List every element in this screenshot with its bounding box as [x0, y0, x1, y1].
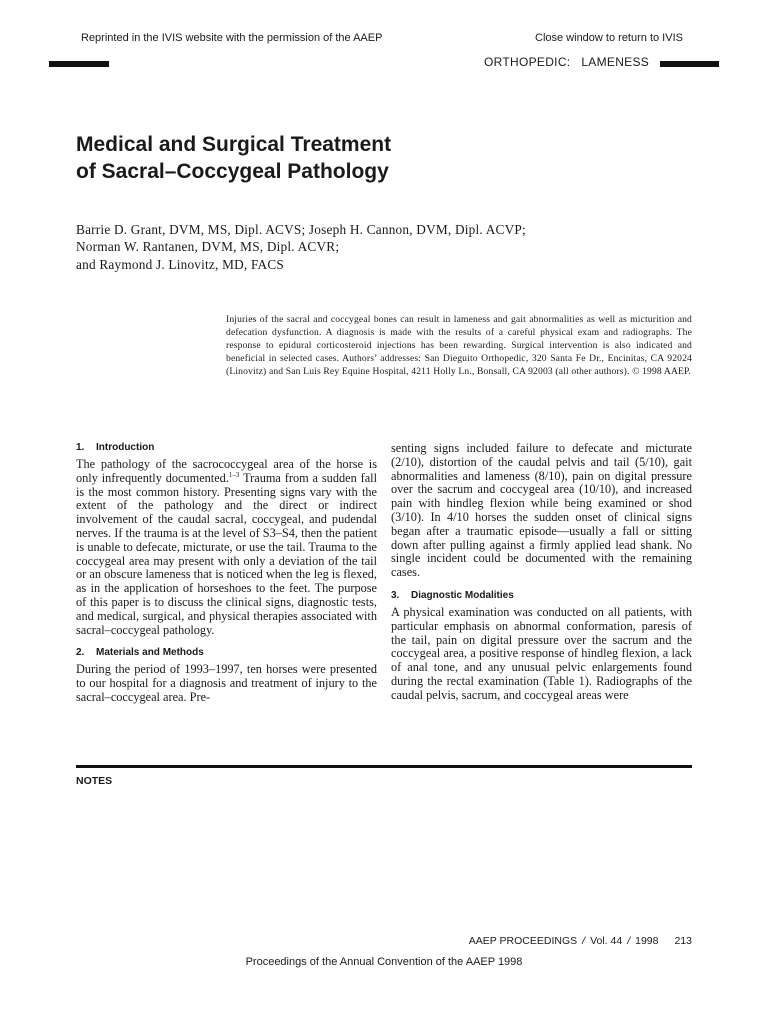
author-line: Barrie D. Grant, DVM, MS, Dipl. ACVS; Joseph H. Cannon, DVM, Dipl. ACVP;	[76, 222, 526, 237]
title-line-1: Medical and Surgical Treatment	[76, 133, 392, 156]
journal-volume: Vol. 44	[590, 935, 623, 947]
author-list	[76, 221, 676, 273]
journal-footer	[458, 935, 692, 947]
header-rule-left	[49, 61, 109, 67]
page-number: 213	[674, 935, 692, 947]
section-heading-diagnostic: 3. Diagnostic Modalities	[391, 589, 514, 601]
author-line: and Raymond J. Linovitz, MD, FACS	[76, 256, 285, 272]
title-line-2: of Sacral–Coccygeal Pathology	[76, 160, 389, 183]
proceedings-footer: Proceedings of the Annual Convention of the AAEP 1998	[245, 956, 523, 968]
materials-paragraph-continued: senting signs included failure to defecate and micturate (2/10), distortion of the caudal pelvis and tail (5/10), gait abnormalities and lameness (8/10), pain on digital pressure over the sacrum and coccygeal area (10/10), and increased pain with hindleg flexion while being examined or shod (3/10). In 4/10 horses the sudden onset of clinical signs began after a traumatic episode—usually a fall or sitting down after pulling against a firmly applied lead shank. No single incident could be documented with the remaining cases.	[391, 441, 692, 580]
notes-rule	[76, 765, 692, 768]
abstract: Injuries of the sacral and coccygeal bones can result in lameness and gait abnormalities as well as micturition and defecation dysfunction. A diagnosis is made with the results of a careful physical exam and radiographs. The response to epidural corticosteroid injections has been rewarding. Surgical intervention is also indicated and beneficial in selected cases. Authors’ addresses: San Dieguito Orthopedic, 320 Santa Fe Dr., Encinitas, CA 92024 (Linovitz) and San Luis Rey Equine Hospital, 4211 Holly Ln., Bonsall, CA 92003 (all other authors). © 1998 AAEP.	[226, 314, 692, 377]
section-heading-introduction: 1. Introduction	[76, 442, 155, 453]
author-line: Norman W. Rantanen, DVM, MS, Dipl. ACVR;	[76, 239, 340, 255]
materials-paragraph: During the period of 1993–1997, ten horses were presented to our hospital for a diagnosis and treatment of injury to the sacral–coccygeal area. Pre-	[76, 662, 377, 704]
diagnostic-paragraph: A physical examination was conducted on all patients, with particular emphasis on abnormal conformation, paresis of the tail, pain on digital pressure over the sacrum and the coccygeal area, a positive response of hindleg flexion, a lack of anal tone, and any unusual pelvic enlargements found during the rectal examination (Table 1). Radiographs of the caudal pelvis, sacrum, and coccygeal areas were	[391, 604, 692, 702]
journal-year: 1998	[635, 935, 659, 947]
introduction-paragraph: The pathology of the sacrococcygeal area of the horse is only infrequently documented.$^{1-3}$ Trauma from a sudden fall is the most common history. Presenting signs vary with the extent of the pathology and the direct or indirect involvement of the caudal sacral, coccygeal, and pudendal nerves. If the trauma is at the level of S3–S4, then the patient is unable to defecate, micturate, or use the tail. Trauma to the coccygeal area may present with only a deviation of the tail or an obscure lameness that is noticed when the leg is flexed, as in the application of horseshoes to the feet. The purpose of this paper is to discuss the clinical signs, diagnostic tests, and medical, surgical, and physical therapies associated with sacral–coccygeal pathology.	[76, 457, 377, 637]
column-right	[391, 442, 692, 703]
journal-name: AAEP PROCEEDINGS	[468, 935, 578, 947]
article-title	[76, 131, 636, 185]
section-heading-materials: 2. Materials and Methods	[76, 647, 204, 659]
header-rule-right	[660, 61, 719, 67]
notes-label: NOTES	[76, 775, 113, 787]
footer-separator: /	[582, 935, 586, 947]
citation-ref: 1–3	[228, 470, 240, 479]
column-left	[76, 442, 377, 705]
close-window-link[interactable]: Close window to return to IVIS	[535, 32, 683, 44]
section-label: ORTHOPEDIC: LAMENESS	[484, 55, 650, 69]
footer-separator: /	[627, 935, 631, 947]
reprint-note: Reprinted in the IVIS website with the permission of the AAEP	[81, 32, 383, 44]
